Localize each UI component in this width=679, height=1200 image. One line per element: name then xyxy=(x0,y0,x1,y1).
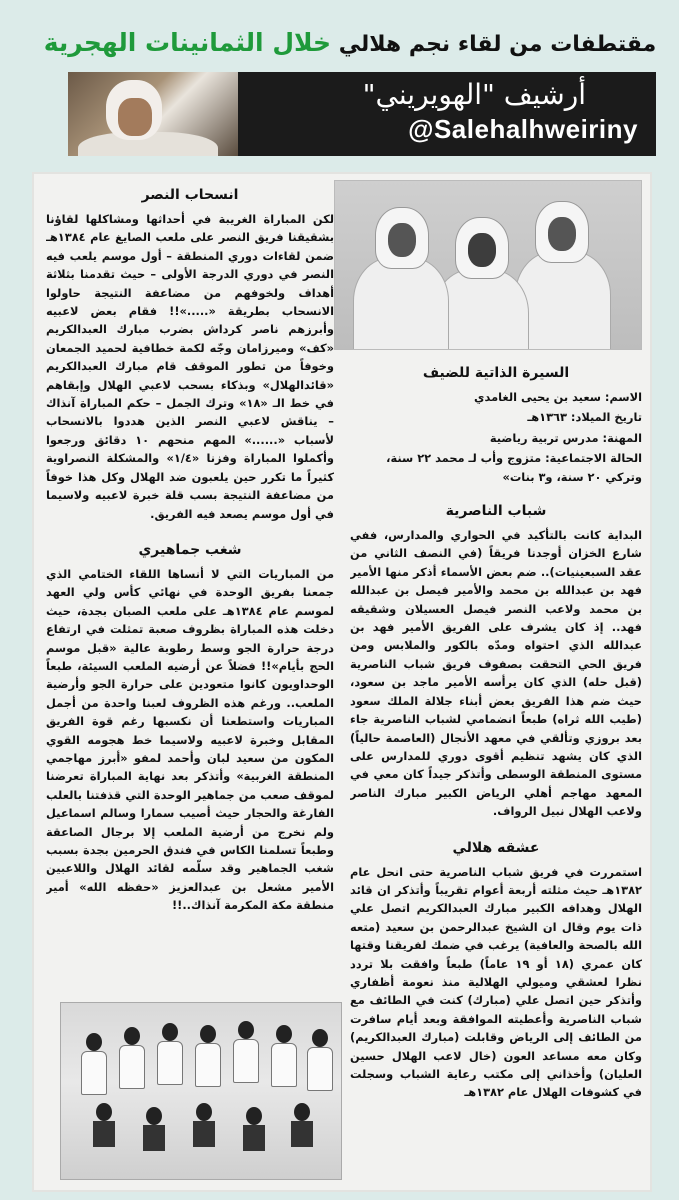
left-column xyxy=(46,182,334,967)
section-text-hilal-love: استمررت في فريق شباب الناصرية حتى انحل عام ١٣٨٢هـ حيث مثلته أربعة أعوام تقريباً وأتذكر ان قائد الهلال وهدافه الكبير مبارك العبدالكريم اتصل علي ذات يوم وقال ان الشيخ عبدالرحمن بن سعيد (متعه الله بالصحة والعافية) يرغب في ضمك لفريقنا وقتها كان عمري (١٨ أو ١٩ عاماً) طبعاً وافقت بلا تردد نظرا لعشقي وميولي الهلالية منذ نعومة أظفاري وأتذكر حين اتصل علي (مبارك) كنت في الطائف مع شباب الناصرية وأعطيته الموافقة وبعد أيام سافرت من الطائف إلى الرياض وقابلت (مبارك العبدالكريم) وكان معه مساعد العون (خال لاعب الهلال حسين العليان) وأخذاني إلى مكتب رعاية الشباب وسجلت في كشوفات الهلال عام ١٣٨٢هـ xyxy=(350,864,642,1100)
right-column xyxy=(350,360,642,1180)
team-photo-icon xyxy=(60,1002,342,1180)
archive-banner xyxy=(68,72,656,156)
section-text-fan-riot: من المباريات التي لا أنساها اللقاء الختامي الذي جمعنا بفريق الوحدة في نهائي كأس ولي العهد لموسم عام ١٣٨٤هـ على ملعب الصبان بجدة، حيث دخلت هذه المباراة بظروف صعبة تمثلت في ارتفاع درجة حرارة الجو وسط رطوبة عالية «قبل موسم الحج بأيام»!! فضلاً عن أرضيه الملعب السيئة، طبعاً الوحداويون كانوا متعودين على حرارة الجو وأرضية الملعب.. ورغم هذه الظروف لعبنا واحدة من أجمل المباريات واستطعنا أن نكسبها رغم قوة الفريق المقابل وخبرة لاعبيه ولاسيما خط هجومه القوي المكون من سعيد لبان وأحمد لمفو «أبرز مهاجمي المنطقة الغربية» وأتذكر بعد نهاية المباراة تعرضنا لموقف صعب من جماهير الوحدة التي قذفتنا بالعلب الفارغة والحجار حيث أصيب سمارا وسالم اسماعيل ولم نخرج من أرضية الملعب إلا برجال الصاعقة وطبعاً تسلمنا الكاس في فندق الحرمين بجدة بسبب شغب الجماهير وقد سلّمه لقائد الهلال واللاعبين الأمير مشعل بن عبدالعزيز «حفظه الله» أمير منطقة مكة المكرمة آنذاك..!! xyxy=(46,566,334,913)
bio-birth: تاريخ الميلاد: ١٣٦٣هـ xyxy=(527,410,642,425)
bio-title: السيرة الذاتية للضيف xyxy=(422,365,570,381)
section-text-nassr-withdrawal: لكن المباراة الغريبة في أحداثها ومشاكلها لقاؤنا بشقيقنا فريق النصر على ملعب الصايغ عام ١٣٨٤هـ ضمن لقاءات دوري المنطقة – أول موسم يلعب فيه النصر في دوري الدرجة الأولى – حيث تقدمنا بثلاثة أهداف ولخوفهم من مضاعفة النتيجة حاولوا الانسحاب بطريقة «.....»!! فقام بعض لاعبيه وأبرزهم ناصر كرداش بضرب مبارك العبدالكريم «كف» وميرزامان وجّه لكمة خطافية لحميد الجمعان وخوفاً من تطور الموقف قام مبارك العبدالكريم «قائدالهلال» وبذكاء بسحب لاعبي الهلال وإبقاهم في خط الـ «١٨» وترك الجمل – حكم المباراة آنذاك – يناقش لاعبي النصر الذين هددوا بالانسحاب لأسباب «......» المهم منحهم ١٠ دقائق ورجعوا وأكملوا المباراة وفزنا «١/٤» والمشكلة النصراوية كثيراً ما تكرر حين يلعبون ضد الهلال وكل هذا خوفاً من مضاعفة النتيجة بسب قلة خبرة لاعبيه ولاسيما في أول موسم يصعد فيه الفريق. xyxy=(46,212,334,521)
section-title-nassr-withdrawal: انسحاب النصر xyxy=(141,187,239,203)
page-title xyxy=(40,28,660,57)
title-part2: خلال الثمانينات الهجرية xyxy=(43,28,332,57)
title-part1: مقتطفات من لقاء نجم هلالي xyxy=(338,32,657,57)
portrait-icon xyxy=(68,72,238,156)
section-text-nasiriya-youth: البداية كانت بالتأكيد في الحواري والمدارس، ففي شارع الخزان أوجدنا فريقاً (في النصف الثاني من عقد السبعينيات).. ضم بعض الأسماء أذكر منها الأمير فهد بن عبدالله بن محمد والأمير فيصل بن عبدالله بن محمد ولاعب النصر فيصل العسيلان وشقيقه فهد.. إذ كان يشرف على الفريق الأمير فهد بن عبدالله الذي احتواه ومدّه بالكور والملابس ومن فريق الحي التحقت بصفوف فريق شباب الناصرية (قبل حله) الذي كان يرأسه الأمير ماجد بن سعود، حيث ضم هذا الفريق بعض أبناء جلالة الملك سعود (طيب الله ثراه) طبعاً انضمامي لشباب الناصرية جاء بعد بروزي وتألقي في معهد الأنجال (العاصمة حالياً) الذي كان يشهد تنظيم أقوى دوري للمدارس على مستوى المنطقة الوسطى وأتذكر جيداً كان معي في المعهد مهاجم أهلي الرياض الكبير مبارك الناصر ولاعب الهلال نبيل الرواف. xyxy=(350,528,642,819)
section-title-nasiriya-youth: شباب الناصرية xyxy=(445,503,547,520)
bio-job: المهنة: مدرس تربية رياضية xyxy=(489,430,642,445)
bio-social: الحالة الاجتماعية: متزوج وأب لـ محمد ٢٢ سنة، وتركي ٢٠ سنة، و٣ بنات» xyxy=(386,451,642,484)
section-title-fan-riot: شغب جماهيري xyxy=(138,541,242,558)
group-photo-icon xyxy=(334,180,642,350)
section-title-hilal-love: عشقه هلالي xyxy=(452,839,540,856)
archive-label: أرشيف "الهويريني" xyxy=(362,78,586,111)
twitter-handle[interactable]: @Salehalhweiriny xyxy=(408,114,638,144)
newspaper-clipping xyxy=(32,172,652,1192)
bio-name: الاسم: سعيد بن يحيى الغامدي xyxy=(474,390,642,404)
